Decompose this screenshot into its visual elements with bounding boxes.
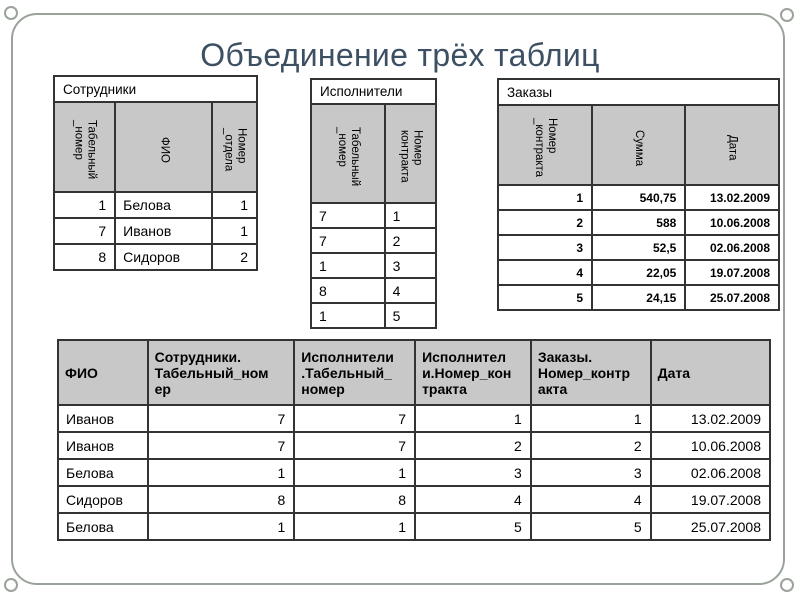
table-row: [58, 459, 770, 486]
cell: 02.06.2008: [651, 459, 770, 486]
employees-caption: Сотрудники: [54, 76, 257, 102]
orders-header-cell: [685, 105, 779, 185]
orders-header-cell: [498, 105, 592, 185]
executors-header-text: Номер контракта: [398, 130, 424, 183]
cell: 3: [531, 459, 651, 486]
cell: 1: [148, 513, 295, 540]
table-row: [311, 278, 436, 303]
cell: 4: [498, 260, 592, 285]
cell: 10.06.2008: [685, 210, 779, 235]
joined-header-cell: Дата: [651, 340, 770, 405]
cell: 1: [498, 185, 592, 210]
orders-header-cell: [592, 105, 685, 185]
cell: 1: [415, 405, 531, 432]
table-row: [58, 513, 770, 540]
cell: 19.07.2008: [685, 260, 779, 285]
joined-header-cell: Исполнител и.Номер_кон тракта: [415, 340, 531, 405]
cell: Сидоров: [58, 486, 148, 513]
cell: 5: [415, 513, 531, 540]
table-row: [498, 185, 779, 210]
table-row: [498, 285, 779, 310]
cell: Иванов: [58, 405, 148, 432]
cell: Белова: [58, 513, 148, 540]
cell: 8: [148, 486, 295, 513]
cell: 13.02.2009: [651, 405, 770, 432]
cell: 1: [212, 192, 257, 218]
table-row: [54, 192, 257, 218]
cell: 1: [311, 303, 385, 328]
table-row: [311, 228, 436, 253]
cell: 2: [498, 210, 592, 235]
table-row: [58, 432, 770, 459]
employees-header-text: ФИО: [158, 137, 171, 163]
cell: 1: [294, 513, 415, 540]
table-row: [311, 253, 436, 278]
table-row: [54, 218, 257, 244]
frame-corner-ornament: [780, 8, 794, 22]
table-row: [498, 235, 779, 260]
executors-header-cell: [385, 104, 436, 203]
joined-header-cell: Заказы. Номер_контр акта: [531, 340, 651, 405]
cell: 3: [415, 459, 531, 486]
cell: 22,05: [592, 260, 685, 285]
table-row: [498, 260, 779, 285]
cell: 540,75: [592, 185, 685, 210]
cell: 52,5: [592, 235, 685, 260]
slide-title: Объединение трёх таблиц: [200, 37, 600, 73]
joined-header-cell: ФИО: [58, 340, 148, 405]
cell: 1: [385, 203, 436, 228]
employees-header-text: Табельный _номер: [72, 120, 98, 180]
cell: 7: [148, 432, 295, 459]
table-row: [311, 203, 436, 228]
cell: 19.07.2008: [651, 486, 770, 513]
frame-corner-ornament: [780, 578, 794, 592]
cell: 4: [385, 278, 436, 303]
cell: 8: [294, 486, 415, 513]
executors-header-text: Табельный _номер: [335, 126, 361, 187]
cell: 4: [531, 486, 651, 513]
frame-corner-ornament: [4, 578, 18, 592]
orders-caption: Заказы: [498, 79, 779, 105]
cell: Иванов: [115, 218, 212, 244]
cell: 5: [498, 285, 592, 310]
cell: 1: [212, 218, 257, 244]
cell: 1: [311, 253, 385, 278]
cell: Белова: [58, 459, 148, 486]
cell: 7: [311, 203, 385, 228]
cell: 2: [415, 432, 531, 459]
cell: 2: [385, 228, 436, 253]
joined-header-cell: Исполнители .Табельный_ номер: [294, 340, 415, 405]
executors-header-cell: [311, 104, 385, 203]
employees-header-cell: [54, 102, 115, 192]
orders-header-text: Номер _контракта: [533, 118, 558, 178]
joined-table: [57, 339, 771, 541]
cell: 7: [294, 405, 415, 432]
cell: 7: [311, 228, 385, 253]
cell: 7: [148, 405, 295, 432]
cell: 8: [54, 244, 115, 270]
cell: 5: [385, 303, 436, 328]
cell: 24,15: [592, 285, 685, 310]
cell: 1: [54, 192, 115, 218]
executors-table: [310, 78, 437, 329]
table-row: [58, 486, 770, 513]
cell: 02.06.2008: [685, 235, 779, 260]
cell: 1: [148, 459, 295, 486]
orders-table: [497, 78, 780, 311]
employees-header-cell: [115, 102, 212, 192]
cell: 10.06.2008: [651, 432, 770, 459]
cell: 2: [531, 432, 651, 459]
cell: Иванов: [58, 432, 148, 459]
orders-header-text: Сумма: [633, 129, 646, 167]
cell: 1: [294, 459, 415, 486]
cell: 8: [311, 278, 385, 303]
cell: 3: [385, 253, 436, 278]
joined-header-cell: Сотрудники. Табельный_ном ер: [148, 340, 295, 405]
cell: Белова: [115, 192, 212, 218]
table-row: [58, 405, 770, 432]
executors-caption: Исполнители: [311, 79, 436, 104]
frame-corner-ornament: [4, 6, 18, 20]
cell: 7: [294, 432, 415, 459]
cell: Сидоров: [115, 244, 212, 270]
employees-table: [53, 75, 258, 271]
employees-header-text: Номер _отдела: [222, 128, 248, 172]
table-row: [54, 244, 257, 270]
cell: 25.07.2008: [651, 513, 770, 540]
employees-header-cell: [212, 102, 257, 192]
cell: 7: [54, 218, 115, 244]
cell: 4: [415, 486, 531, 513]
cell: 588: [592, 210, 685, 235]
cell: 13.02.2009: [685, 185, 779, 210]
cell: 25.07.2008: [685, 285, 779, 310]
orders-header-text: Дата: [726, 135, 739, 161]
table-row: [311, 303, 436, 328]
cell: 2: [212, 244, 257, 270]
table-row: [498, 210, 779, 235]
cell: 1: [531, 405, 651, 432]
cell: 5: [531, 513, 651, 540]
cell: 3: [498, 235, 592, 260]
